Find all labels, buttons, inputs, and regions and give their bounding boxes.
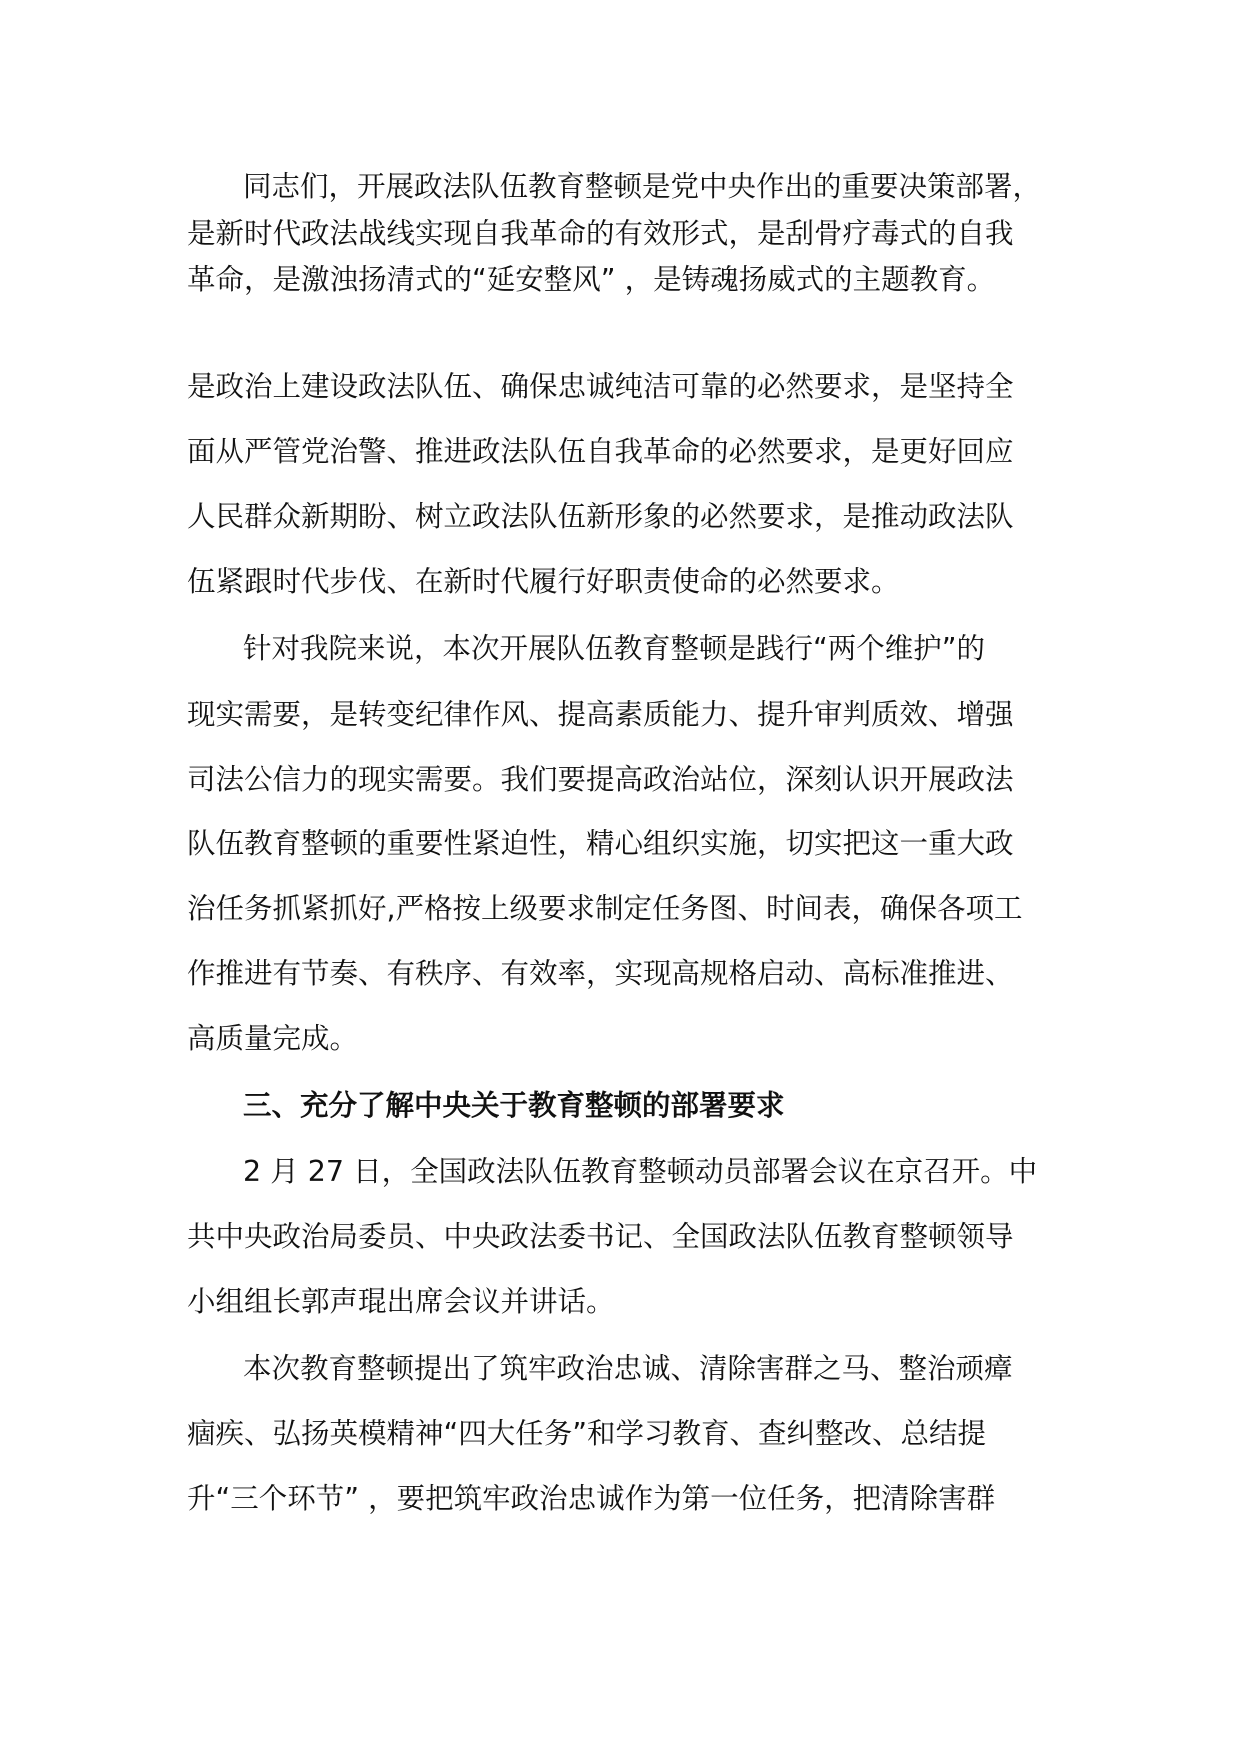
paragraph-3-line-1: 2 月 27 日，全国政法队伍教育整顿动员部署会议在京召开。中 — [243, 1155, 1038, 1188]
paragraph-4-line-2: 痼疾、弘扬英模精神“四大任务”和学习教育、查纠整改、总结提 — [187, 1417, 987, 1450]
paragraph-1-line-7: 伍紧跟时代步伐、在新时代履行好职责使命的必然要求。 — [187, 565, 900, 598]
paragraph-2-line-5: 治任务抓紧抓好,严格按上级要求制定任务图、时间表，确保各项工 — [187, 892, 1023, 925]
paragraph-1-line-3: 革命，是激浊扬清式的“延安整风” ，是铸魂扬威式的主题教育。 — [187, 263, 996, 296]
paragraph-4-line-3: 升“三个环节” ，要把筑牢政治忠诚作为第一位任务，把清除害群 — [187, 1482, 996, 1515]
paragraph-4-line-1: 本次教育整顿提出了筑牢政治忠诚、清除害群之马、整治顽瘴 — [243, 1352, 1013, 1385]
paragraph-2-line-4: 队伍教育整顿的重要性紧迫性，精心组织实施，切实把这一重大政 — [187, 827, 1014, 860]
paragraph-2-line-3: 司法公信力的现实需要。我们要提高政治站位，深刻认识开展政法 — [187, 763, 1014, 796]
paragraph-2-line-2: 现实需要，是转变纪律作风、提高素质能力、提升审判质效、增强 — [187, 698, 1014, 731]
paragraph-1-line-1: 同志们，开展政法队伍教育整顿是党中央作出的重要决策部署， — [243, 170, 1042, 203]
paragraph-1-line-5: 面从严管党治警、推进政法队伍自我革命的必然要求，是更好回应 — [187, 435, 1014, 468]
paragraph-1-line-6: 人民群众新期盼、树立政法队伍新形象的必然要求，是推动政法队 — [187, 500, 1014, 533]
section-heading: 三、充分了解中央关于教育整顿的部署要求 — [243, 1089, 785, 1122]
paragraph-2-line-7: 高质量完成。 — [187, 1022, 359, 1055]
paragraph-3-line-2: 共中央政治局委员、中央政法委书记、全国政法队伍教育整顿领导 — [187, 1220, 1014, 1253]
paragraph-1-line-2: 是新时代政法战线实现自我革命的有效形式，是刮骨疗毒式的自我 — [187, 217, 1014, 250]
paragraph-3-line-3: 小组组长郭声琨出席会议并讲话。 — [187, 1285, 615, 1318]
paragraph-1-line-4: 是政治上建设政法队伍、确保忠诚纯洁可靠的必然要求，是坚持全 — [187, 370, 1014, 403]
paragraph-2-line-1: 针对我院来说，本次开展队伍教育整顿是践行“两个维护”的 — [243, 632, 986, 665]
paragraph-2-line-6: 作推进有节奏、有秩序、有效率，实现高规格启动、高标准推进、 — [187, 957, 1014, 990]
